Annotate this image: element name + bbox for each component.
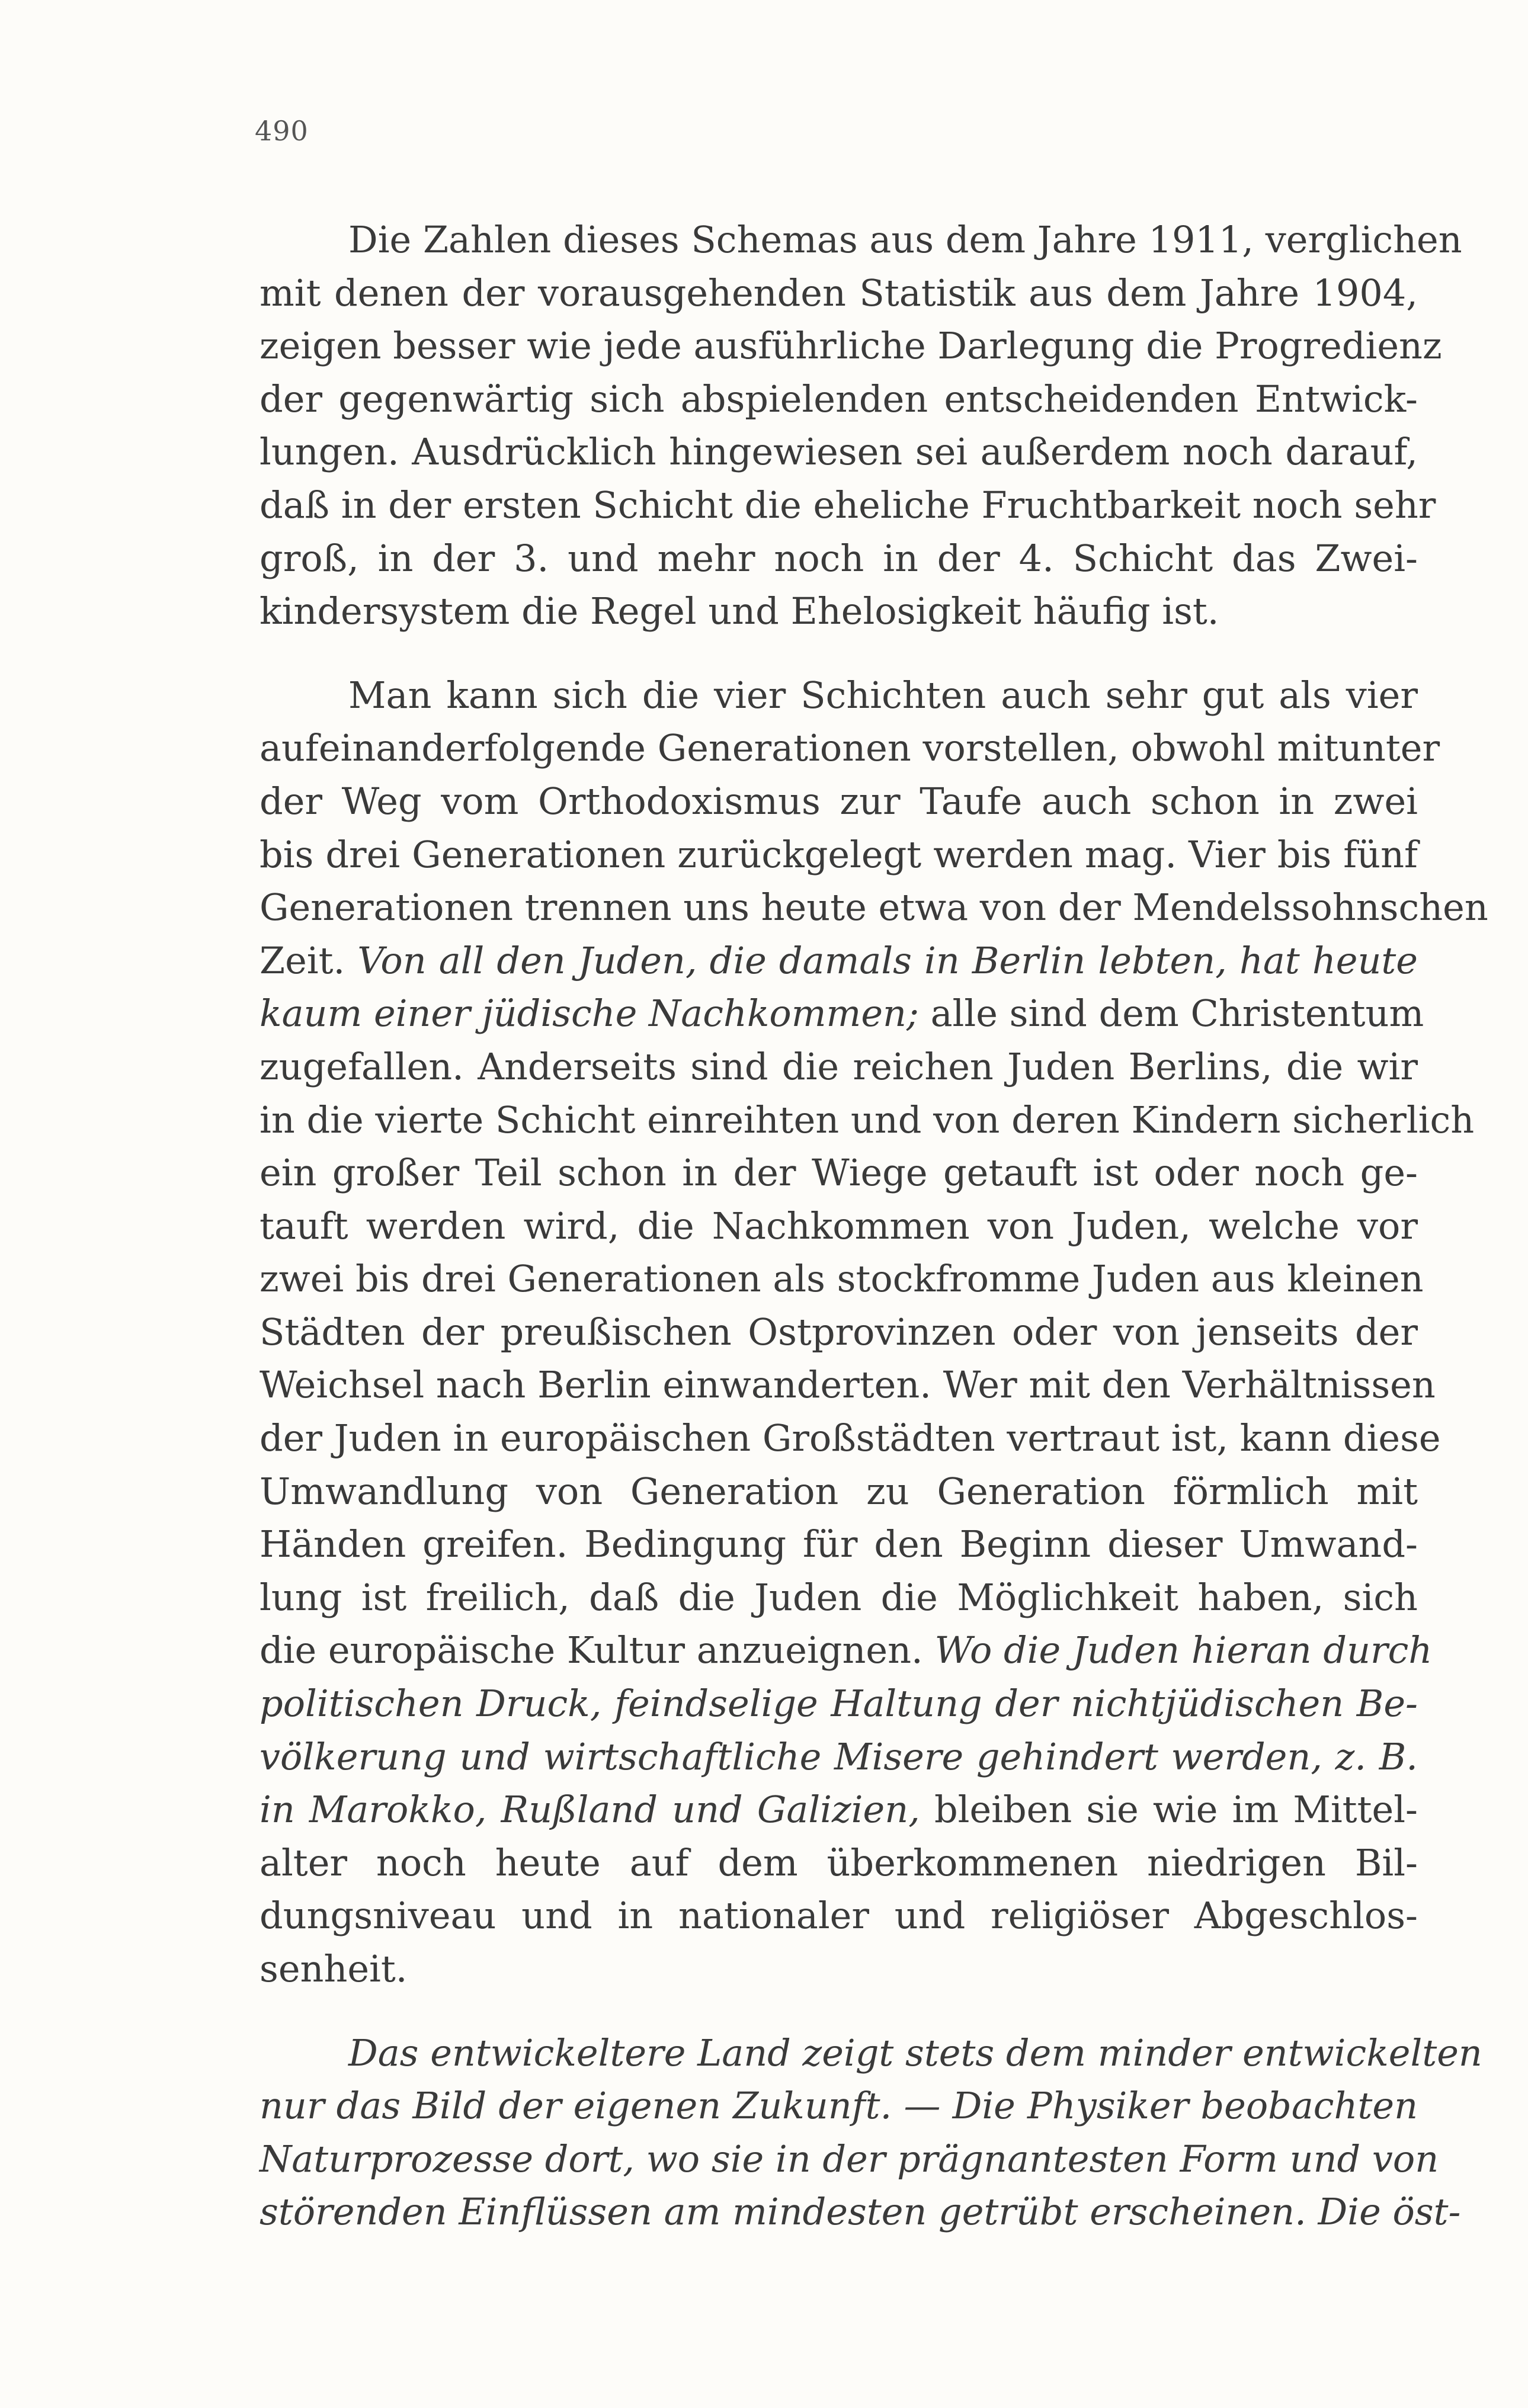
text-line	[260, 775, 1418, 828]
paragraph	[260, 669, 1488, 1996]
text-line	[260, 669, 1418, 722]
text-segment: alter noch heute auf dem überkommenen niedrigen Bil-	[260, 1841, 1418, 1884]
text-segment: daß in der ersten Schicht die eheliche Fruchtbarkeit noch sehr	[260, 483, 1436, 527]
text-segment: senheit.	[260, 1947, 408, 1990]
text-line	[260, 1146, 1418, 1200]
italic-text: Das entwickeltere Land zeigt stets dem minder entwickelten	[348, 2031, 1482, 2074]
text-line	[260, 1412, 1441, 1465]
text-segment: tauft werden wird, die Nachkommen von Juden, welche vor	[260, 1204, 1418, 1248]
text-segment: mit denen der vorausgehenden Statistik aus dem Jahre 1904,	[260, 271, 1418, 315]
text-segment: der Juden in europäischen Großstädten vertraut ist, kann diese	[260, 1416, 1441, 1460]
italic-text: völkerung und wirtschaftliche Misere gehindert werden, z. B.	[260, 1734, 1418, 1778]
text-line	[260, 1252, 1424, 1306]
text-segment: Weichsel nach Berlin einwanderten. Wer mit den Verhältnissen	[260, 1363, 1436, 1407]
text-line	[260, 532, 1418, 585]
text-line	[260, 1200, 1418, 1253]
text-segment: der Weg vom Orthodoxismus zur Taufe auch schon in zwei	[260, 779, 1418, 823]
text-line	[260, 828, 1418, 881]
text-line	[260, 1094, 1475, 1147]
text-line	[260, 1730, 1418, 1784]
italic-text: störenden Einflüssen am mindesten getrübt erscheinen. Die öst-	[260, 2190, 1461, 2234]
text-segment: Händen greifen. Bedingung für den Beginn dieser Umwand-	[260, 1522, 1418, 1566]
paragraph	[260, 213, 1462, 638]
text-line	[260, 1783, 1418, 1836]
text-line	[260, 319, 1442, 373]
text-segment: zugefallen. Anderseits sind die reichen Juden Berlins, die wir	[260, 1044, 1418, 1088]
italic-text: kaum einer jüdische Nachkommen;	[260, 992, 919, 1035]
italic-text: politischen Druck, feindselige Haltung der nichtjüdischen Be-	[260, 1682, 1418, 1726]
text-segment: bleiben sie wie im Mittel-	[920, 1788, 1418, 1832]
text-segment: der gegenwärtig sich abspielenden entscheidenden Entwick-	[260, 377, 1418, 421]
text-line	[260, 2027, 1482, 2080]
text-line	[260, 267, 1418, 320]
text-segment: ein großer Teil schon in der Wiege getauft ist oder noch ge-	[260, 1151, 1418, 1195]
text-line	[260, 479, 1436, 532]
text-segment: groß, in der 3. und mehr noch in der 4. Schicht das Zwei-	[260, 536, 1418, 580]
text-segment: Die Zahlen dieses Schemas aus dem Jahre 1911, verglichen	[348, 218, 1462, 261]
italic-text: Wo die Juden hieran durch	[934, 1628, 1433, 1672]
text-segment: Umwandlung von Generation zu Generation förmlich mit	[260, 1469, 1418, 1513]
text-line	[260, 2079, 1418, 2133]
text-segment: Man kann sich die vier Schichten auch sehr gut als vier	[348, 673, 1418, 717]
text-segment: zeigen besser wie jede ausführliche Darlegung die Progredienz	[260, 324, 1442, 368]
text-line	[260, 425, 1418, 479]
text-line	[260, 722, 1440, 775]
text-line	[260, 1040, 1418, 1094]
text-line	[260, 881, 1488, 934]
text-line	[260, 585, 1418, 638]
text-segment: alle sind dem Christentum	[918, 992, 1424, 1035]
text-line	[260, 987, 1424, 1040]
text-segment: zwei bis drei Generationen als stockfromme Juden aus kleinen	[260, 1257, 1424, 1301]
italic-text: Von all den Juden, die damals in Berlin lebten, hat heute	[357, 938, 1418, 982]
body-text	[260, 213, 1488, 2239]
italic-text: Naturprozesse dort, wo sie in der prägnantesten Form und von	[260, 2137, 1439, 2181]
text-segment: dungsniveau und in nationaler und religiöser Abgeschlos-	[260, 1894, 1418, 1938]
text-line	[260, 1571, 1418, 1624]
text-segment: in die vierte Schicht einreihten und von deren Kindern sicherlich	[260, 1098, 1475, 1142]
italic-text: in Marokko, Rußland und Galizien,	[260, 1788, 920, 1832]
text-segment: aufeinanderfolgende Generationen vorstellen, obwohl mitunter	[260, 726, 1440, 770]
text-segment: Generationen trennen uns heute etwa von der Mendelssohnschen	[260, 886, 1488, 929]
paragraph	[260, 2027, 1482, 2239]
text-line	[260, 1677, 1418, 1730]
text-line	[260, 1306, 1418, 1359]
italic-text: nur das Bild der eigenen Zukunft. — Die Physiker beobachten	[260, 2084, 1418, 2128]
text-segment: kindersystem die Regel und Ehelosigkeit häufig ist.	[260, 589, 1219, 633]
text-line	[260, 1836, 1418, 1890]
text-line	[260, 934, 1418, 987]
text-line	[260, 2133, 1439, 2186]
text-line	[260, 1358, 1436, 1412]
text-segment: bis drei Generationen zurückgelegt werden mag. Vier bis fünf	[260, 832, 1418, 876]
text-line	[260, 1518, 1418, 1571]
text-line	[260, 1942, 1418, 1996]
text-segment: die europäische Kultur anzueignen.	[260, 1628, 935, 1672]
text-line	[260, 373, 1418, 426]
text-segment: Zeit.	[260, 938, 358, 982]
text-line	[260, 1889, 1418, 1942]
page-number: 490	[255, 115, 309, 147]
text-line	[260, 2185, 1461, 2239]
text-line	[260, 1465, 1418, 1518]
text-segment: lung ist freilich, daß die Juden die Möglichkeit haben, sich	[260, 1575, 1418, 1619]
text-line	[260, 213, 1462, 267]
text-segment: lungen. Ausdrücklich hingewiesen sei außerdem noch darauf,	[260, 430, 1418, 474]
text-segment: Städten der preußischen Ostprovinzen oder von jenseits der	[260, 1310, 1418, 1354]
text-line	[260, 1624, 1433, 1677]
